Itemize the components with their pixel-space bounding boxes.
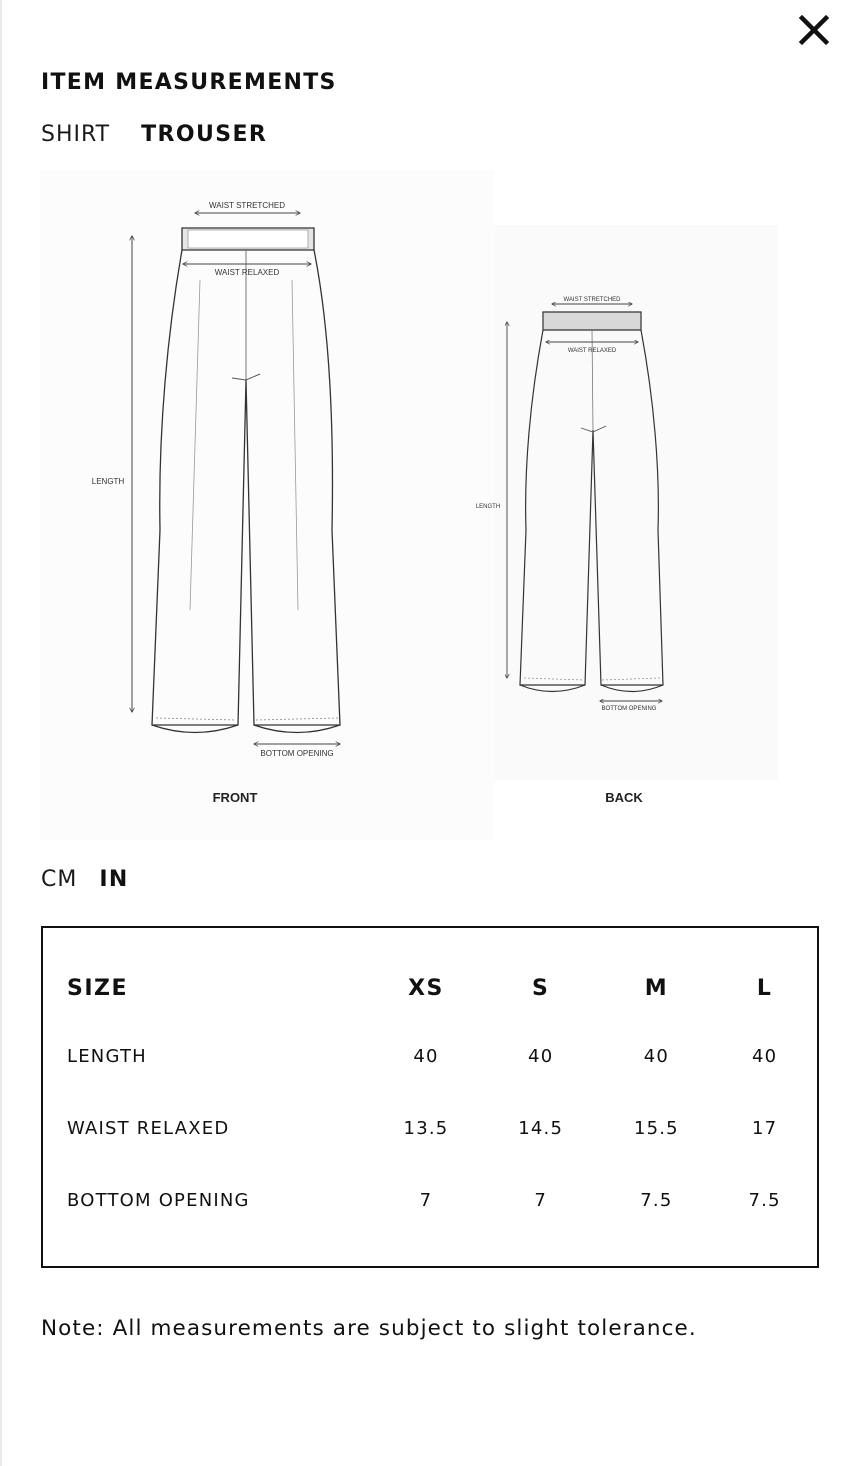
row-label-waist-relaxed: WAIST RELAXED (67, 1117, 230, 1139)
modal-left-edge (0, 0, 2, 1466)
back-label-waist-relaxed: WAIST RELAXED (567, 348, 617, 354)
size-chart (41, 926, 819, 1268)
front-label-waist-stretched: WAIST STRETCHED (208, 201, 286, 210)
back-label-waist-stretched: WAIST STRETCHED (563, 297, 621, 303)
table-row (67, 1164, 817, 1236)
front-label-bottom-opening: BOTTOM OPENING (260, 749, 334, 758)
back-label-bottom-opening: BOTTOM OPENING (601, 706, 657, 712)
close-button[interactable] (796, 12, 832, 48)
cell-value: 40 (751, 1045, 778, 1067)
front-label-length: LENGTH (91, 477, 125, 486)
cell-value: 7 (419, 1189, 433, 1211)
cell-value: 15.5 (633, 1117, 679, 1139)
cell-value: 14.5 (518, 1117, 564, 1139)
back-view-label: BACK (605, 790, 643, 805)
cell-value: 17 (751, 1117, 778, 1139)
cell-value: 13.5 (403, 1117, 449, 1139)
modal-title: ITEM MEASUREMENTS (41, 70, 337, 95)
cell-value: 40 (528, 1045, 554, 1067)
cell-value: 7.5 (748, 1189, 781, 1211)
tab-shirt[interactable]: SHIRT (41, 122, 111, 147)
size-table (67, 956, 817, 1236)
header-l: L (756, 975, 773, 1001)
cell-value: 40 (643, 1045, 670, 1067)
table-row (67, 1020, 817, 1092)
front-label-waist-relaxed: WAIST RELAXED (214, 268, 280, 277)
header-m: M (644, 975, 669, 1001)
tab-in[interactable]: IN (99, 867, 129, 892)
back-label-length: LENGTH (475, 504, 501, 510)
row-label-length: LENGTH (67, 1045, 147, 1067)
close-icon (796, 12, 832, 48)
tolerance-note: Note: All measurements are subject to slight tolerance. (41, 1316, 697, 1341)
front-view-label: FRONT (212, 790, 258, 805)
row-label-bottom-opening: BOTTOM OPENING (67, 1189, 250, 1211)
header-s: S (532, 975, 550, 1001)
cell-value: 7.5 (640, 1189, 673, 1211)
unit-tabs (41, 864, 129, 896)
cell-value: 40 (413, 1045, 439, 1067)
measurement-diagram (40, 170, 820, 840)
header-xs: XS (408, 975, 444, 1001)
cell-value: 7 (534, 1189, 548, 1211)
tab-trouser[interactable]: TROUSER (141, 122, 268, 147)
table-row (67, 1092, 817, 1164)
tab-cm[interactable]: CM (41, 867, 78, 892)
garment-tabs (41, 119, 267, 151)
header-size: SIZE (67, 975, 129, 1001)
table-header-row (67, 956, 817, 1020)
